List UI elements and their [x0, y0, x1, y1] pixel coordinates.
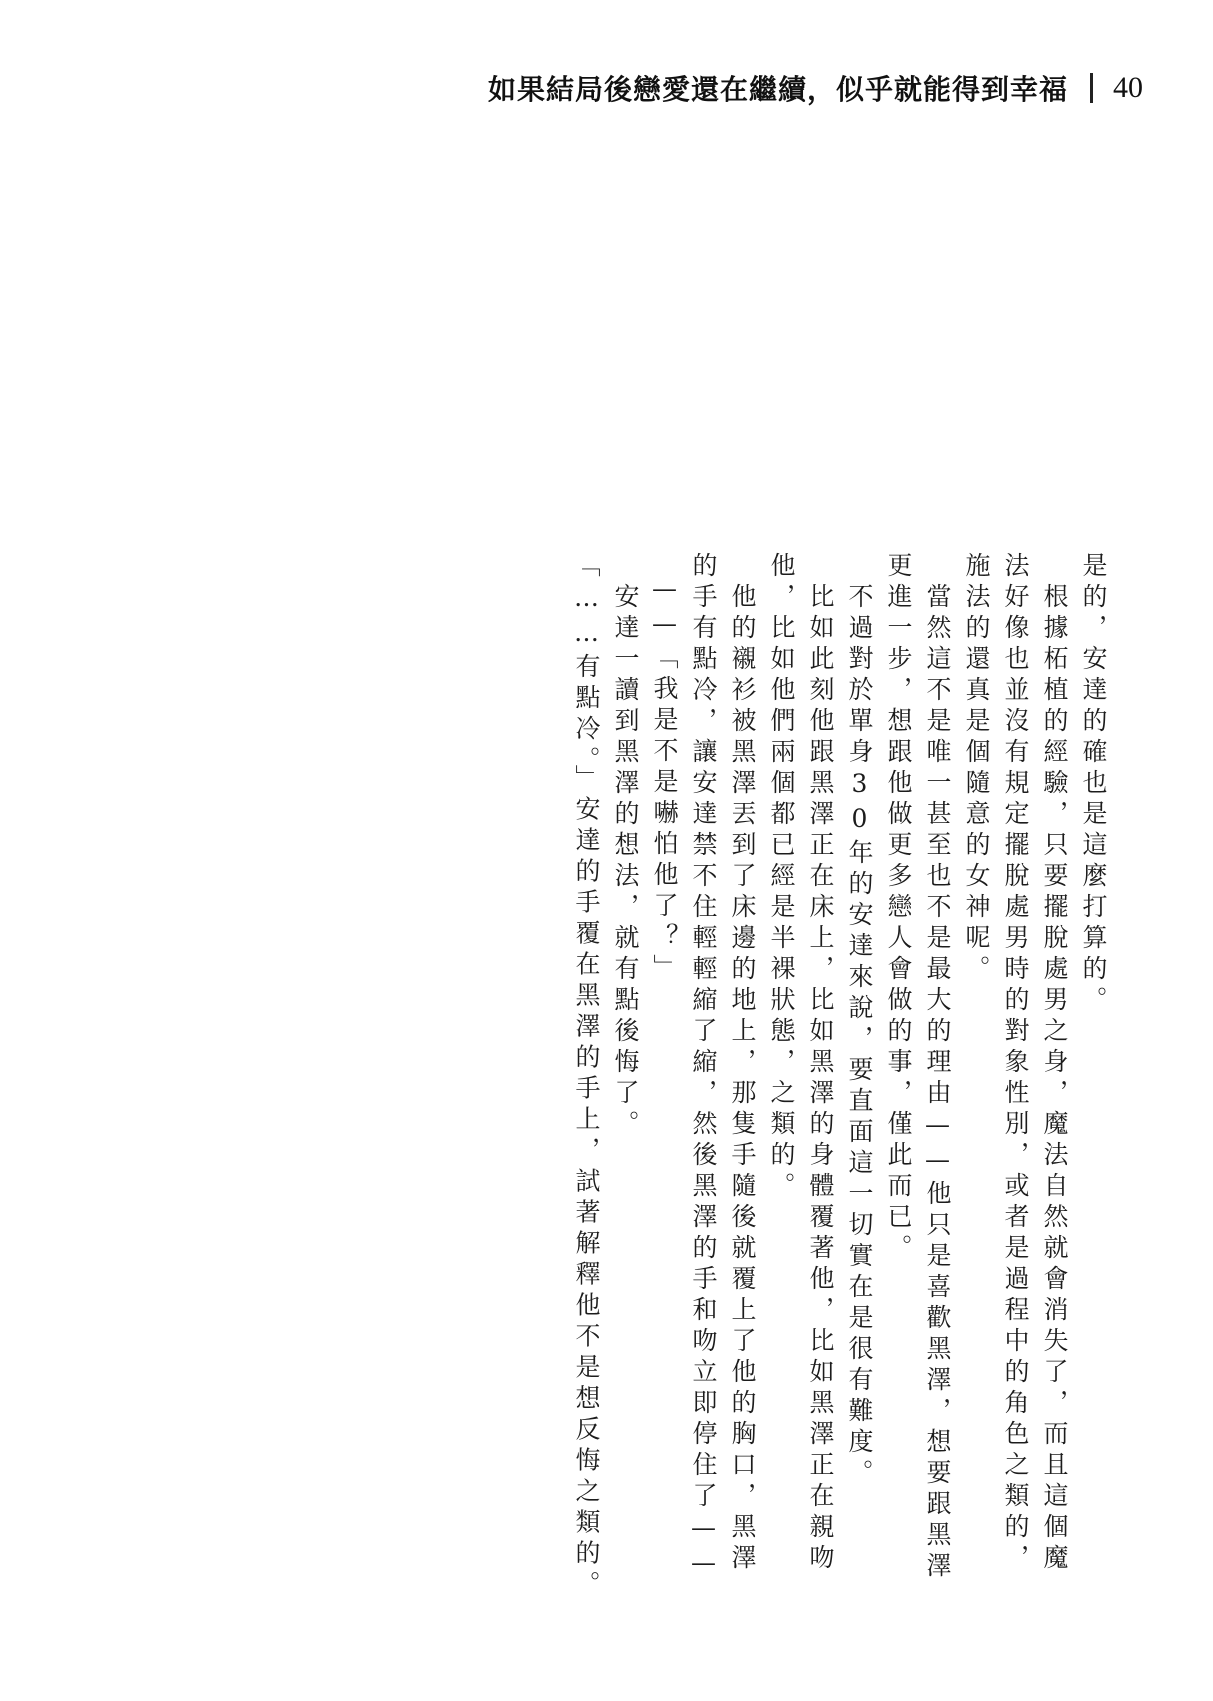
page-number: 40	[1113, 71, 1143, 104]
page-header	[488, 68, 1143, 108]
dialogue-line: 「……有點冷。」安達的手覆在黑澤的手上，試著解釋他不是想反悔之類的。	[572, 552, 601, 1602]
chapter-title: 如果結局後戀愛還在繼續，似乎就能得到幸福	[487, 73, 1068, 106]
paragraph: 當然這不是唯一甚至也不是最大的理由——他只是喜歡黑澤，想要跟黑澤更進一步，想跟他做更多戀人會做的事，僅此而已。	[884, 552, 952, 1583]
paragraph: 不過對於單身30年的安達來說，要直面這一切實在是很有難度。	[845, 583, 874, 1490]
paragraph: 是的，安達的確也是這麼打算的。	[1079, 552, 1108, 1017]
paragraph: 他的襯衫被黑澤丟到了床邊的地上，那隻手隨後就覆上了他的胸口，黑澤的手有點冷，讓安達禁不住輕輕縮了縮，然後黑澤的手和吻立即停住了——	[689, 552, 757, 1583]
vertical-body-text	[567, 552, 1113, 1602]
paragraph: 比如此刻他跟黑澤正在床上，比如黑澤的身體覆著他，比如黑澤正在親吻他，比如他們兩個都已經是半裸狀態，之類的。	[767, 552, 835, 1575]
paragraph: 安達一讀到黑澤的想法，就有點後悔了。	[611, 583, 640, 1141]
header-divider	[1090, 73, 1093, 103]
thought-line: ——「我是不是嚇怕他了？」	[650, 574, 679, 985]
paragraph: 根據柘植的經驗，只要擺脫處男之身，魔法自然就會消失了，而且這個魔法好像也並沒有規定擺脫處男時的對象性別，或者是過程中的角色之類的，施法的還真是個隨意的女神呢。	[962, 552, 1069, 1575]
